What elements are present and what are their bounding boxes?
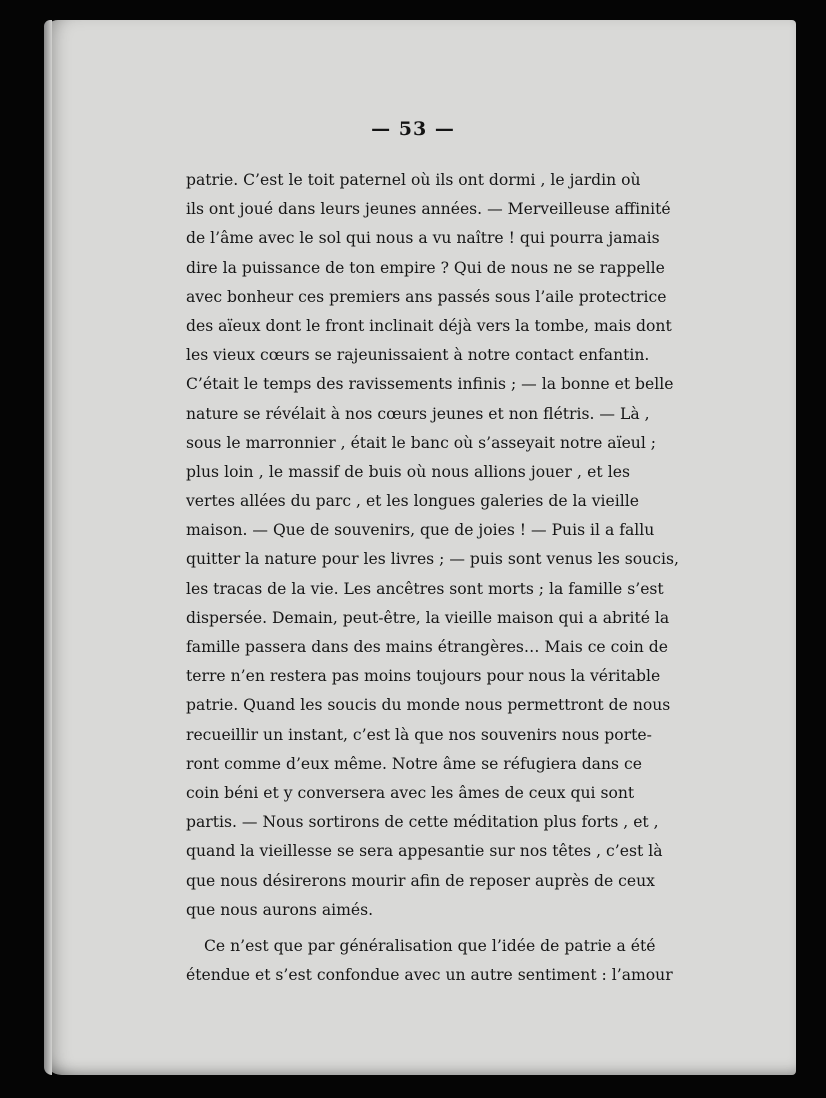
text-line: famille passera dans des mains étrangères… Mais ce coin de	[186, 638, 668, 656]
text-line: sous le marronnier , était le banc où s’asseyait notre aïeul ;	[186, 433, 657, 452]
paragraph-2	[186, 932, 673, 990]
body-text	[186, 166, 679, 990]
page-binding-edge	[44, 20, 52, 1075]
text-line: dispersée. Demain, peut-être, la vieille maison qui a abrité la	[186, 608, 670, 627]
text-line: maison. — Que de souvenirs, que de joies ! — Puis il a fallu	[186, 521, 655, 540]
text-line: C’était le temps des ravissements infinis ; — la bonne et belle	[186, 375, 674, 394]
text-line: nature se révélait à nos cœurs jeunes et non flétris. — Là ,	[186, 404, 650, 423]
text-line: quand la vieillesse se sera appesantie sur nos têtes , c’est là	[186, 842, 663, 861]
text-line: de l’âme avec le sol qui nous a vu naître ! qui pourra jamais	[186, 229, 660, 248]
text-line: que nous désirerons mourir afin de reposer auprès de ceux	[186, 871, 655, 890]
text-line: partis. — Nous sortirons de cette méditation plus forts , et ,	[186, 813, 659, 832]
text-line: Ce n’est que par généralisation que l’idée de patrie a été	[204, 936, 656, 955]
text-line: les tracas de la vie. Les ancêtres sont morts ; la famille s’est	[186, 579, 664, 598]
text-line: coin béni et y conversera avec les âmes de ceux qui sont	[186, 783, 635, 802]
text-line: recueillir un instant, c’est là que nos souvenirs nous porte-	[186, 725, 652, 744]
text-line: vertes allées du parc , et les longues galeries de la vieille	[186, 492, 639, 511]
text-line: dire la puissance de ton empire ? Qui de nous ne se rappelle	[186, 258, 665, 277]
paragraph-1	[186, 166, 679, 925]
text-line: plus loin , le massif de buis où nous allions jouer , et les	[186, 462, 630, 481]
text-line: ront comme d’eux même. Notre âme se réfugiera dans ce	[186, 754, 642, 773]
text-line: des aïeux dont le front inclinait déjà vers la tombe, mais dont	[186, 316, 672, 335]
text-line: avec bonheur ces premiers ans passés sous l’aile protectrice	[186, 287, 667, 306]
text-line: quitter la nature pour les livres ; — puis sont venus les soucis,	[186, 550, 679, 569]
text-line: étendue et s’est confondue avec un autre sentiment : l’amour	[186, 966, 673, 985]
text-line: patrie. Quand les soucis du monde nous permettront de nous	[186, 696, 671, 715]
page-number: — 53 —	[371, 118, 455, 140]
text-line: terre n’en restera pas moins toujours pour nous la véritable	[186, 667, 661, 686]
text-line: que nous aurons aimés.	[186, 900, 374, 919]
text-line: les vieux cœurs se rajeunissaient à notre contact enfantin.	[186, 346, 650, 365]
text-line: ils ont joué dans leurs jeunes années. — Merveilleuse affinité	[186, 200, 671, 219]
text-line: patrie. C’est le toit paternel où ils ont dormi , le jardin où	[186, 171, 641, 189]
